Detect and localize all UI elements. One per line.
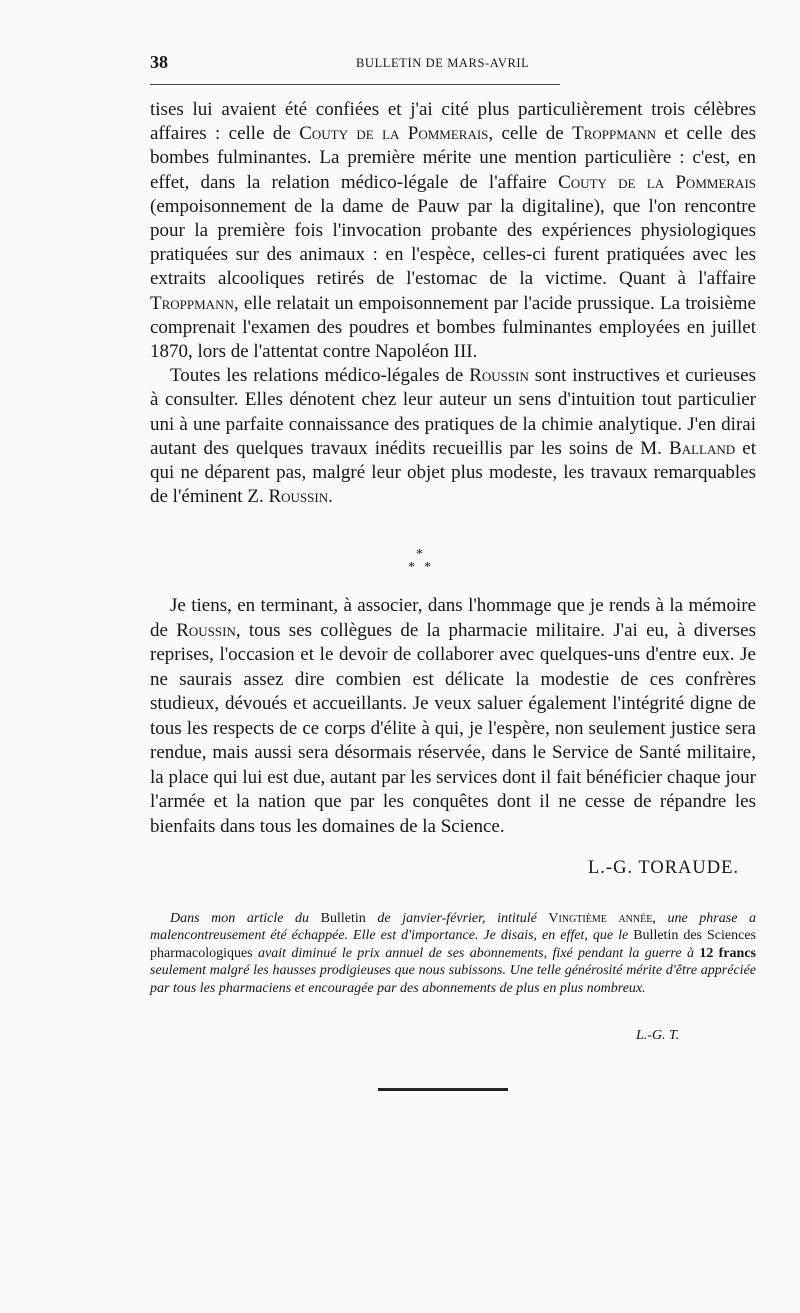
closing-text [150, 594, 756, 839]
section-separator [400, 548, 440, 576]
paragraph-roussin-relations: Toutes les relations médico-légales de Roussin sont instructives et curieuses à consulter. Elles dénotent chez leur auteur un sens d'intuition tout particulier uni à une parfaite connaissance des pratiques de la chimie analytique. J'en dirai autant des quelques travaux inédits recueillis par les soins de M. Balland et qui ne déparent pas, malgré leur objet plus modeste, les travaux remarquables de l'éminent Z. Roussin. [150, 365, 757, 508]
editorial-note [150, 910, 756, 997]
separator-star: * [424, 560, 431, 575]
page-header [150, 52, 560, 78]
main-text [150, 98, 756, 509]
note-text: Dans mon article du Bulletin de janvier-février, intitulé Vingtième année, une phrase a malencontreusement été échappée. Elle est d'importance. Je disais, en effet, que le Bulletin des Sciences pharmacologiques avait diminué le prix annuel de ses abonnements, fixé pendant la guerre à 12 francs seulement malgré les hausses prodigieuses que nous subissons. Une telle générosité mérite d'être appréciée par tous les pharmaciens et encouragée par des abonnements de plus en plus nombreux. [150, 911, 757, 996]
separator-star: * [408, 560, 415, 575]
running-title: BULLETIN DE MARS-AVRIL [356, 56, 530, 70]
note-signature: L.-G. T. [636, 1028, 680, 1043]
paragraph-continuation: tises lui avaient été confiées et j'ai cité plus particulièrement trois célèbres affaires : celle de Couty de la Pommerais, celle de Troppmann et celle des bombes fulminantes. La première mérite une mention particulière : c'est, en effet, dans la relation médico-légale de l'affaire Couty de la Pommerais (empoisonnement de la dame de Pauw par la digitaline), que l'on rencontre pour la première fois l'invocation probante des expériences physiologiques pratiquées sur des animaux : en l'espèce, celles-ci furent pratiquées avec les extraits alcooliques retirés de l'estomac de la victime. Quant à l'affaire Troppmann, elle relatait un empoisonnement par l'acide prussique. La troisième comprenait l'examen des poudres et bombes fulminantes employées en juillet 1870, lors de l'attentat contre Napoléon III. [150, 99, 757, 363]
end-rule [378, 1088, 508, 1091]
separator-star: * [416, 547, 423, 562]
header-rule [150, 84, 560, 85]
page-number: 38 [150, 52, 168, 72]
paragraph-homage: Je tiens, en terminant, à associer, dans l'hommage que je rends à la mémoire de Roussin, tous ses collègues de la pharmacie militaire. J'ai eu, à diverses reprises, l'occasion et le devoir de collaborer avec quelques-uns d'entre eux. Je ne saurais assez dire combien est délicate la modestie de ces confrères studieux, dévoués et accueillants. Je veux saluer également l'intégrité digne de tous les respects de ce corps d'élite à qui, je l'espère, non seulement justice sera rendue, mais aussi sera désormais réservée, dans le Service de Santé militaire, la place qui lui est due, autant par les services dont il fait bénéficier chaque jour l'armée et la nation que par les conquêtes dont il ne cesse de répandre les bienfaits dans tous les domaines de la Science. [150, 595, 756, 837]
author-signature: L.-G. TORAUDE. [588, 858, 740, 878]
